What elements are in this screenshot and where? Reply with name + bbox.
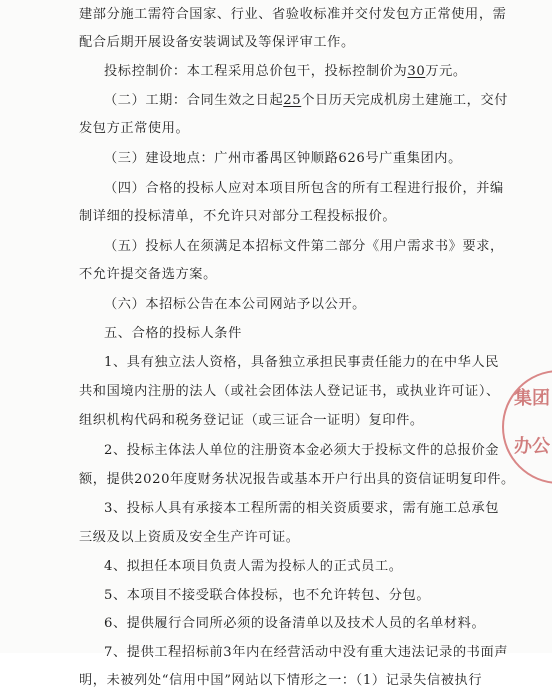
section-heading: 五、合格的投标人条件 (104, 326, 242, 341)
paragraph-line: （三）建设地点：广州市番禺区钟顺路626号广重集团内。 (104, 151, 462, 166)
duration-text-b: 个日历天完成机房土建施工，交付 (301, 93, 509, 108)
control-price-amount: 30 (407, 64, 426, 79)
seal-text-top: 集团 (514, 388, 550, 409)
paragraph-line: 配合后期开展设备安装调试及等保评审工作。 (79, 35, 355, 50)
duration-text-a: （二）工期：合同生效之日起 (104, 93, 284, 108)
control-price-unit: 万元。 (425, 64, 467, 79)
paragraph-line: 3、投标人具有承接本工程所需的相关资质要求，需有施工总承包 (104, 501, 500, 516)
duration-days: 25 (283, 93, 302, 108)
paragraph-line: 建部分施工需符合国家、行业、省验收标准并交付发包方正常使用，需 (79, 7, 507, 22)
paragraph-line: 组织机构代码和税务登记证（或三证合一证明）复印件。 (79, 413, 424, 428)
duration-line (104, 92, 508, 110)
paragraph-line: 发包方正常使用。 (79, 121, 190, 136)
paragraph-line: 4、拟担任本项目负责人需为投标人的正式员工。 (104, 559, 403, 574)
paragraph-line: 7、提供工程招标前3年内在经营活动中没有重大违法记录的书面声 (104, 645, 509, 660)
paragraph-line: 1、具有独立法人资格，具备独立承担民事责任能力的在中华人民 (104, 355, 500, 370)
paragraph-line: 6、提供履行合同所必须的设备清单以及技术人员的名单材料。 (104, 616, 486, 631)
paragraph-line: 不允许提交备选方案。 (79, 267, 217, 282)
control-price-line (104, 63, 467, 81)
paragraph-line: 明，未被列处“信用中国”网站以下情形之一：（1）记录失信被执行 (79, 673, 483, 688)
paragraph-line: （五）投标人在须满足本招标文件第二部分《用户需求书》要求， (104, 239, 504, 254)
paragraph-line: （四）合格的投标人应对本项目所包含的所有工程进行报价，并编 (104, 181, 504, 196)
seal-text-bottom: 办公 (514, 436, 550, 457)
paragraph-line: 制详细的投标清单，不允许只对部分工程投标报价。 (79, 209, 397, 224)
paragraph-line: 共和国境内注册的法人（或社会团体法人登记证书，或执业许可证）、 (79, 384, 500, 399)
paragraph-line: （六）本招标公告在本公司网站予以公开。 (104, 297, 366, 312)
paragraph-line: 额，提供2020年度财务状况报告或基本开户行出具的资信证明复印件。 (79, 472, 515, 487)
paragraph-line: 2、投标主体法人单位的注册资本金必须大于投标文件的总报价金 (104, 443, 500, 458)
company-seal (502, 370, 552, 484)
paragraph-line: 三级及以上资质及安全生产许可证。 (79, 530, 300, 545)
paragraph-line: 5、本项目不接受联合体投标，也不允许转包、分包。 (104, 588, 431, 603)
control-price-label: 投标控制价：本工程采用总价包干，投标控制价为 (104, 64, 408, 79)
